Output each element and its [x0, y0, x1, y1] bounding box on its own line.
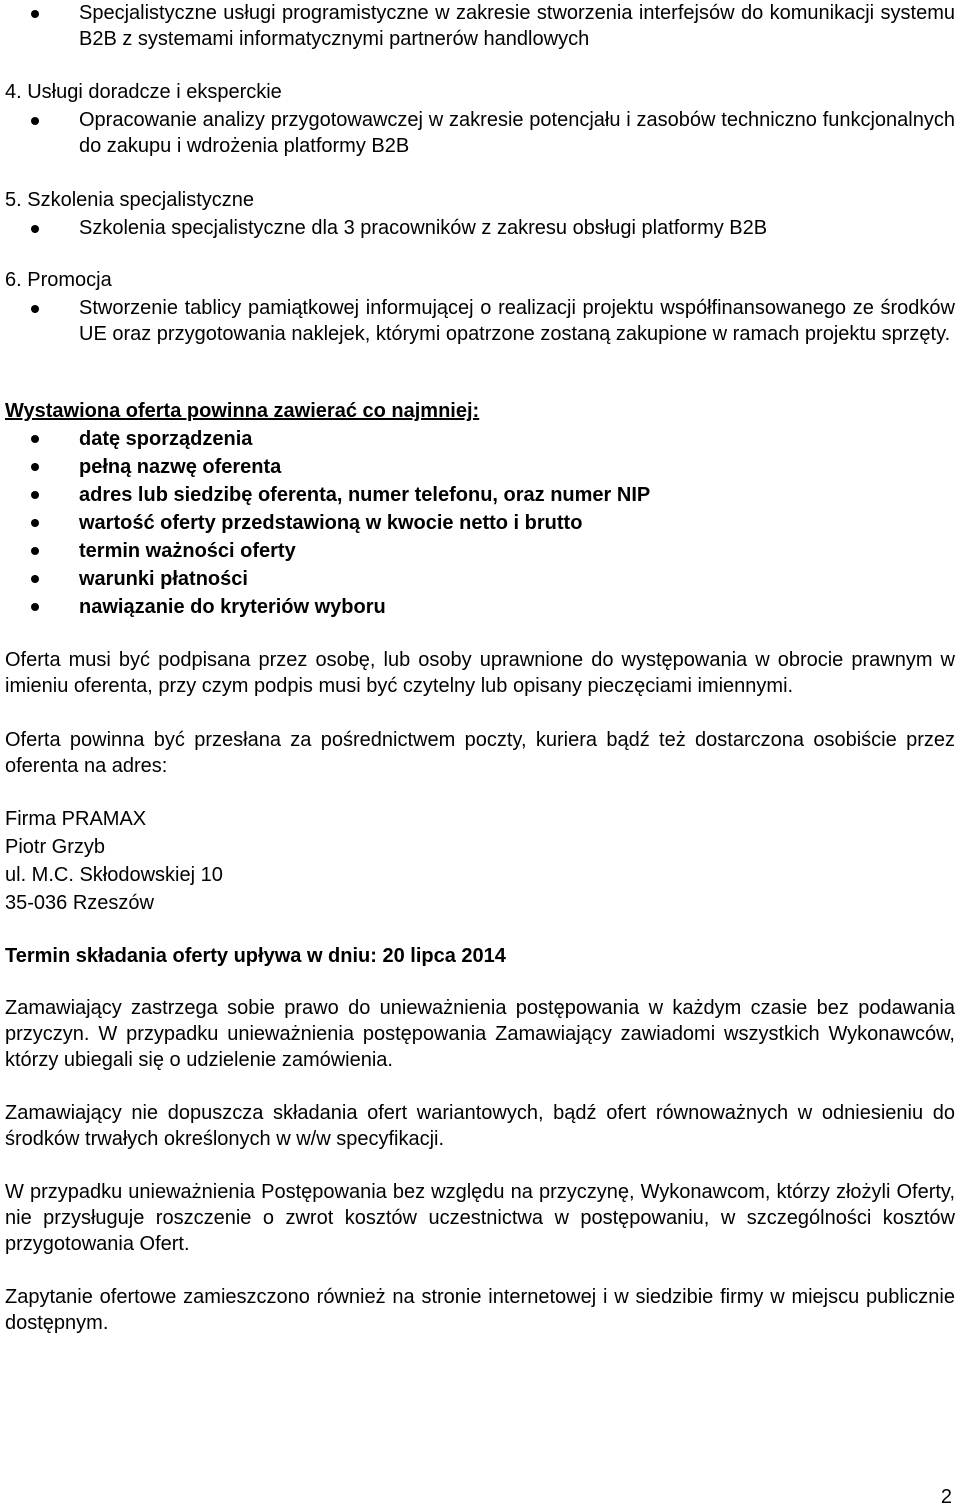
- requirement-text: adres lub siedzibę oferenta, numer telefonu, oraz numer NIP: [79, 484, 651, 506]
- requirement-text: warunki płatności: [79, 568, 248, 590]
- bullet-icon: [31, 519, 39, 527]
- address-block: [5, 805, 955, 917]
- requirement-text: wartość oferty przedstawioną w kwocie netto i brutto: [79, 512, 583, 534]
- bullet-text: Specjalistyczne usługi programistyczne w zakresie stworzenia interfejsów do komunikacji systemu B2B z systemami informatycznymi partnerów handlowych: [79, 2, 955, 50]
- bullet-icon: [31, 305, 39, 313]
- requirement-text: termin ważności oferty: [79, 540, 296, 562]
- bullet-icon: [31, 463, 39, 471]
- address-person: Piotr Grzyb: [5, 836, 106, 858]
- bullet-icon: [31, 225, 39, 233]
- bullet-icon: [31, 10, 39, 18]
- paragraph-cancel-right: Zamawiający zastrzega sobie prawo do unieważnienia postępowania w każdym czasie bez podawania przyczyn. W przypadku unieważnienia postępowania Zamawiający zawiadomi wszystkich Wykonawców, którzy ubiegali się o udzielenie zamówienia.: [5, 997, 955, 1071]
- section-heading: 4. Usługi doradcze i eksperckie: [5, 81, 282, 103]
- section-heading: 6. Promocja: [5, 269, 112, 291]
- requirement-text: nawiązanie do kryteriów wyboru: [79, 596, 386, 618]
- deadline: Termin składania oferty upływa w dniu: 20 lipca 2014: [5, 945, 506, 967]
- address-street: ul. M.C. Skłodowskiej 10: [5, 864, 223, 886]
- bullet-text: Stworzenie tablicy pamiątkowej informującej o realizacji projektu współfinansowanego ze środków UE oraz przygotowania naklejek, którymi opatrzone zostaną zakupione w ramach projektu sprzęty.: [79, 297, 955, 345]
- bullet-icon: [31, 117, 39, 125]
- list-item: [5, 295, 955, 347]
- requirement-text: pełną nazwę oferenta: [79, 456, 282, 478]
- list-item: [5, 565, 955, 593]
- list-item: [5, 453, 955, 481]
- requirements-list: [5, 425, 955, 621]
- bullet-icon: [31, 603, 39, 611]
- list-item: [5, 481, 955, 509]
- list-item: [5, 537, 955, 565]
- bullet-text: Szkolenia specjalistyczne dla 3 pracowników z zakresu obsługi platformy B2B: [79, 217, 768, 239]
- requirement-text: datę sporządzenia: [79, 428, 253, 450]
- paragraph-variants: Zamawiający nie dopuszcza składania ofert wariantowych, bądź ofert równoważnych w odniesieniu do środków trwałych określonych w w/w specyfikacji.: [5, 1102, 955, 1150]
- paragraph-delivery: Oferta powinna być przesłana za pośrednictwem poczty, kuriera bądź też dostarczona osobiście przez oferenta na adres:: [5, 729, 955, 777]
- bullet-icon: [31, 547, 39, 555]
- address-company: Firma PRAMAX: [5, 808, 147, 830]
- paragraph-signature: Oferta musi być podpisana przez osobę, lub osoby uprawnione do występowania w obrocie prawnym w imieniu oferenta, przy czym podpis musi być czytelny lub opisany pieczęciami imiennymi.: [5, 649, 955, 697]
- requirements-heading: Wystawiona oferta powinna zawierać co najmniej:: [5, 400, 480, 422]
- list-item: [5, 215, 955, 241]
- bullet-icon: [31, 435, 39, 443]
- list-item: [5, 425, 955, 453]
- list-item: [5, 0, 955, 52]
- bullet-icon: [31, 575, 39, 583]
- list-item: [5, 107, 955, 159]
- page-number: 2: [940, 1486, 952, 1508]
- list-item: [5, 509, 955, 537]
- address-city: 35-036 Rzeszów: [5, 892, 154, 914]
- bullet-icon: [31, 491, 39, 499]
- paragraph-published: Zapytanie ofertowe zamieszczono również na stronie internetowej i w siedzibie firmy w miejscu publicznie dostępnym.: [5, 1286, 955, 1334]
- document-page: [5, 0, 955, 1336]
- paragraph-no-claims: W przypadku unieważnienia Postępowania bez względu na przyczynę, Wykonawcom, którzy złożyli Oferty, nie przysługuje roszczenie o zwrot kosztów uczestnictwa w postępowaniu, w szczególności kosztów przygotowania Ofert.: [5, 1181, 955, 1255]
- section-heading: 5. Szkolenia specjalistyczne: [5, 189, 255, 211]
- list-item: [5, 593, 955, 621]
- bullet-text: Opracowanie analizy przygotowawczej w zakresie potencjału i zasobów techniczno funkcjonalnych do zakupu i wdrożenia platformy B2B: [79, 109, 955, 157]
